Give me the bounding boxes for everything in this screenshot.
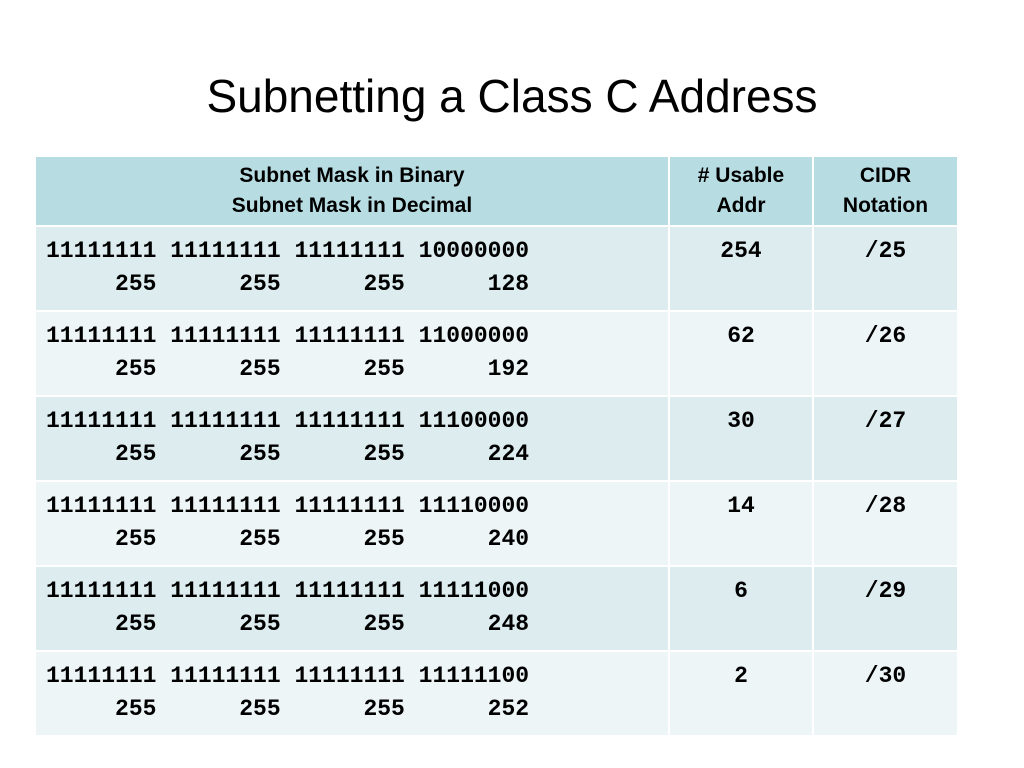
cidr-cell xyxy=(813,481,958,566)
usable-addr-cell xyxy=(669,566,813,651)
mask-binary: 11111111 11111111 11111111 11111000 xyxy=(46,578,530,604)
mask-decimal: 255 255 255 252 xyxy=(46,696,530,722)
cidr-value: /25 xyxy=(864,238,907,264)
usable-addr-cell xyxy=(669,651,813,736)
mask-cell xyxy=(35,226,669,311)
mask-binary: 11111111 11111111 11111111 11110000 xyxy=(46,493,530,519)
usable-addr-cell xyxy=(669,481,813,566)
usable-addr-value: 62 xyxy=(727,323,755,349)
subnet-table xyxy=(34,155,959,737)
cidr-cell xyxy=(813,226,958,311)
cidr-cell xyxy=(813,566,958,651)
mask-cell xyxy=(35,396,669,481)
mask-cell xyxy=(35,566,669,651)
header-mask-binary-label: Subnet Mask in Binary xyxy=(239,164,465,187)
mask-decimal: 255 255 255 128 xyxy=(46,271,530,297)
header-mask-decimal-label: Subnet Mask in Decimal xyxy=(231,194,473,217)
table-row xyxy=(35,226,958,311)
header-usable-label-line2: Addr xyxy=(716,194,766,217)
table-row xyxy=(35,481,958,566)
mask-decimal: 255 255 255 192 xyxy=(46,356,530,382)
mask-decimal: 255 255 255 224 xyxy=(46,441,530,467)
slide-title: Subnetting a Class C Address xyxy=(206,70,818,122)
mask-decimal: 255 255 255 248 xyxy=(46,611,530,637)
header-cidr-notation xyxy=(813,156,958,226)
mask-cell xyxy=(35,311,669,396)
usable-addr-value: 6 xyxy=(734,578,748,604)
header-usable-label-line1: # Usable xyxy=(697,164,785,187)
mask-binary: 11111111 11111111 11111111 11100000 xyxy=(46,408,530,434)
table-row xyxy=(35,311,958,396)
header-cidr-label-line2: Notation xyxy=(842,194,929,217)
header-subnet-mask xyxy=(35,156,669,226)
cidr-cell xyxy=(813,311,958,396)
cidr-value: /26 xyxy=(864,323,907,349)
usable-addr-value: 254 xyxy=(720,238,762,264)
cidr-value: /30 xyxy=(864,663,907,689)
mask-cell xyxy=(35,651,669,736)
usable-addr-value: 30 xyxy=(727,408,755,434)
usable-addr-value: 2 xyxy=(734,663,748,689)
header-usable-addr xyxy=(669,156,813,226)
usable-addr-value: 14 xyxy=(727,493,755,519)
mask-decimal: 255 255 255 240 xyxy=(46,526,530,552)
mask-binary: 11111111 11111111 11111111 11000000 xyxy=(46,323,530,349)
table-row xyxy=(35,396,958,481)
mask-binary: 11111111 11111111 11111111 10000000 xyxy=(46,238,530,264)
mask-binary: 11111111 11111111 11111111 11111100 xyxy=(46,663,530,689)
header-cidr-label-line1: CIDR xyxy=(859,164,912,187)
table-header-row xyxy=(35,156,958,226)
table-row xyxy=(35,651,958,736)
cidr-value: /27 xyxy=(864,408,907,434)
usable-addr-cell xyxy=(669,226,813,311)
mask-cell xyxy=(35,481,669,566)
table-row xyxy=(35,566,958,651)
cidr-cell xyxy=(813,396,958,481)
usable-addr-cell xyxy=(669,311,813,396)
cidr-value: /29 xyxy=(864,578,907,604)
cidr-value: /28 xyxy=(864,493,907,519)
cidr-cell xyxy=(813,651,958,736)
usable-addr-cell xyxy=(669,396,813,481)
